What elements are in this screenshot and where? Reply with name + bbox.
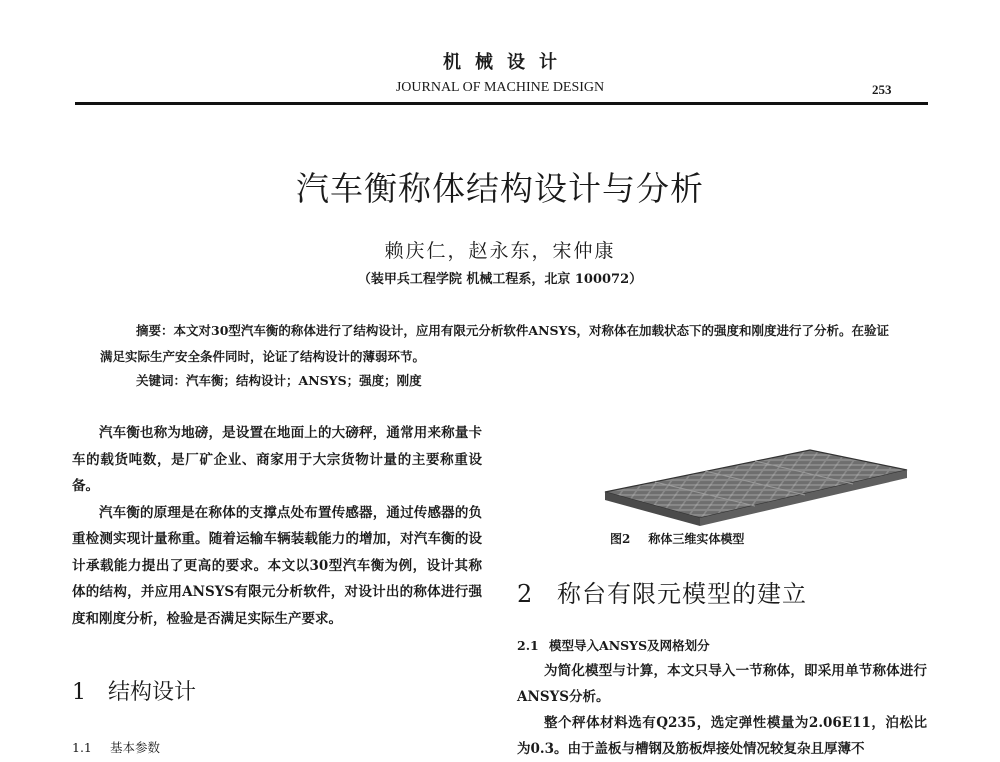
keywords-label: 关键词： xyxy=(136,373,187,388)
section-heading-1 xyxy=(72,675,196,706)
article-title: 汽车衡称体结构设计与分析 xyxy=(296,169,704,208)
section-number: 1 xyxy=(72,680,86,705)
section-number: 2 xyxy=(517,580,534,608)
paragraph: 汽车衡的原理是在称体的支撑点处布置传感器，通过传感器的负重检测实现计量称重。随着运输车辆装载能力的增加，对汽车衡的设计承载能力提出了更高的要求。本文以30型汽车衡为例，设计其称体的结构，并应用ANSYS有限元分析软件，对设计出的称体进行强度和刚度分析，检验是否满足实际生产要求。 xyxy=(72,504,482,627)
abstract xyxy=(100,318,900,370)
paragraph: 整个秤体材料选有Q235，选定弹性模量为2.06E11，泊松比为0.3。由于盖板与槽钢及筋板焊接处情况较复杂且厚薄不 xyxy=(517,715,927,757)
left-column xyxy=(72,420,482,632)
keywords-text: 汽车衡；结构设计；ANSYS；强度；刚度 xyxy=(186,373,422,388)
paragraph: 为简化模型与计算，本文只导入一节称体，即采用单节称体进行ANSYS分析。 xyxy=(517,663,927,705)
journal-name-cn: 机械设计 xyxy=(443,52,571,73)
abstract-text: 本文对30型汽车衡的称体进行了结构设计，应用有限元分析软件ANSYS，对称体在加载状态下的强度和刚度进行了分析。在验证满足实际生产安全条件同时，论证了结构设计的薄弱环节。 xyxy=(100,323,890,364)
page-number: 253 xyxy=(872,82,892,97)
subsection-title: 基本参数 xyxy=(110,740,161,755)
subsection-heading-2-1 xyxy=(517,636,710,654)
abstract-label: 摘要： xyxy=(136,323,174,338)
section-title: 称台有限元模型的建立 xyxy=(557,580,807,608)
right-column xyxy=(517,658,927,762)
figure-caption xyxy=(0,530,1000,547)
affiliation: （装甲兵工程学院 机械工程系，北京 100072） xyxy=(357,272,643,287)
section-heading-2 xyxy=(517,574,807,609)
header-rule xyxy=(75,102,928,105)
subsection-heading-1-1 xyxy=(72,738,160,756)
paragraph: 汽车衡也称为地磅，是设置在地面上的大磅秤，通常用来称量卡车的载货吨数，是厂矿企业、商家用于大宗货物计量的主要称重设备。 xyxy=(72,425,482,494)
subsection-number: 2.1 xyxy=(517,638,539,653)
journal-name-en: JOURNAL OF MACHINE DESIGN xyxy=(395,80,605,95)
subsection-title: 模型导入ANSYS及网格划分 xyxy=(549,638,710,653)
authors: 赖庆仁，赵永东，宋仲康 xyxy=(384,240,616,262)
figure-caption-text: 称体三维实体模型 xyxy=(648,532,745,546)
figure-label: 图2 xyxy=(610,532,631,546)
subsection-number: 1.1 xyxy=(72,740,92,755)
scale-body-3d-model-figure xyxy=(595,430,915,535)
keywords xyxy=(136,371,422,389)
section-title: 结构设计 xyxy=(108,680,197,705)
